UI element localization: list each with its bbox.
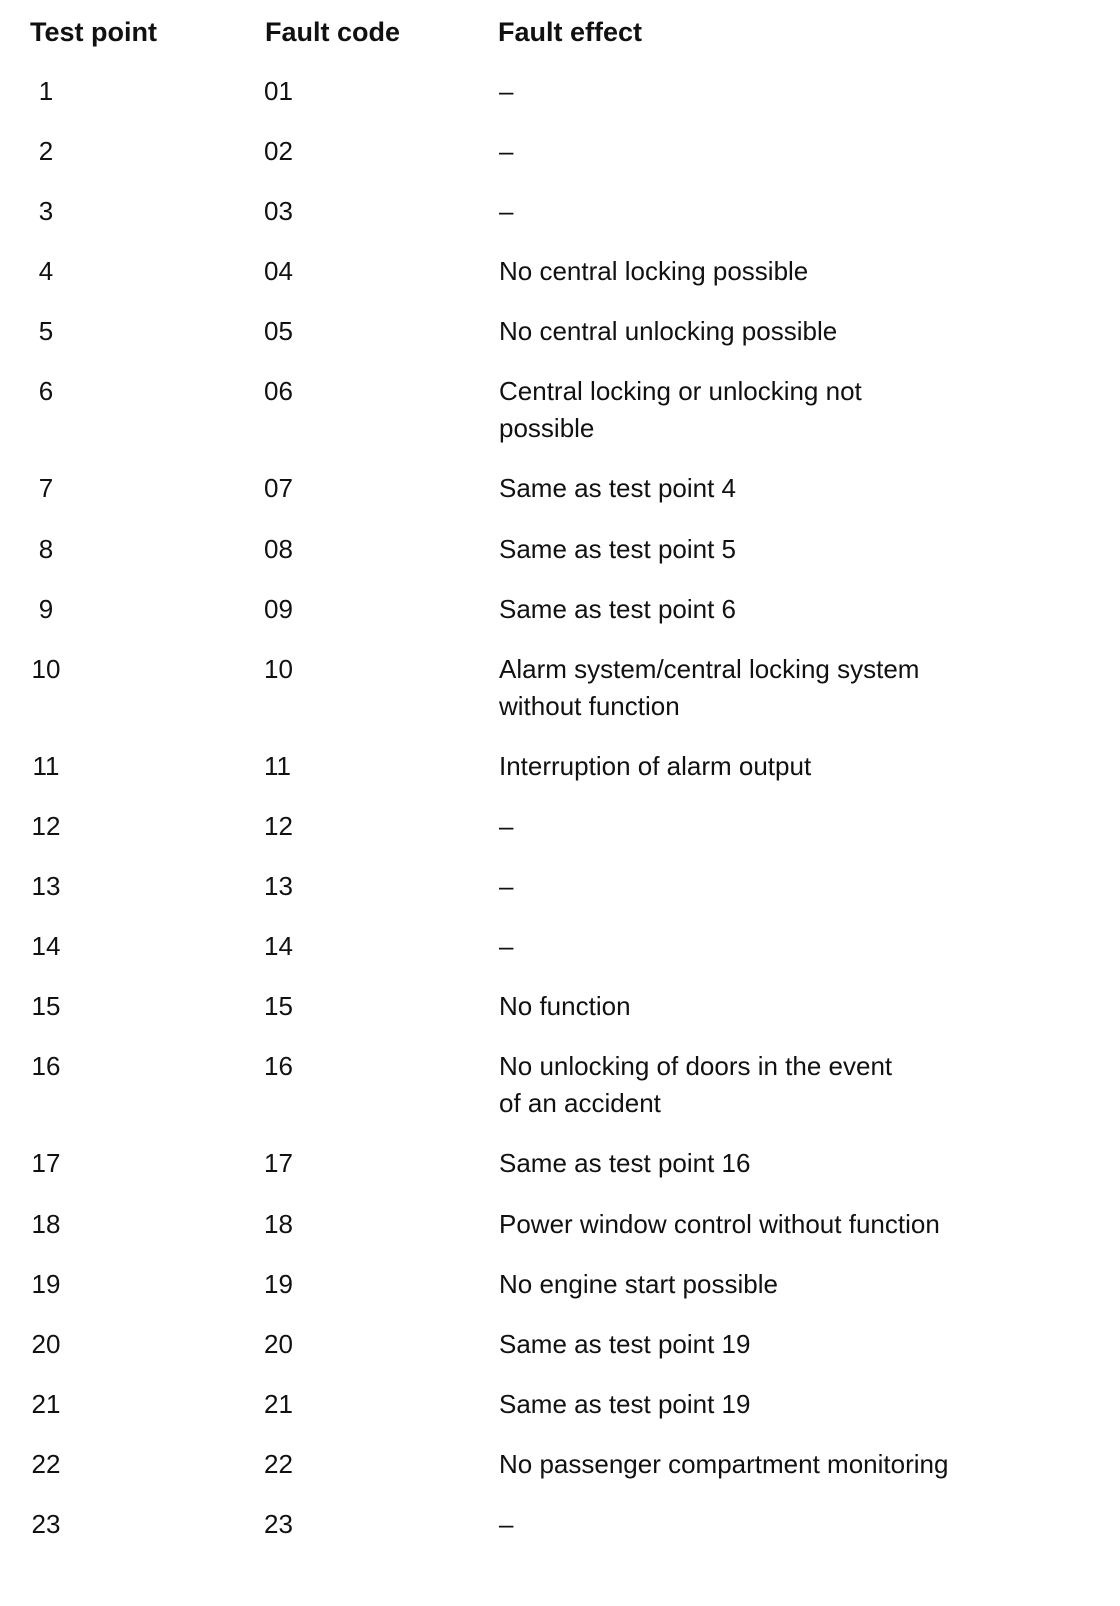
test-point-cell: 7 xyxy=(38,473,54,503)
test-point-cell: 14 xyxy=(31,931,61,961)
test-point-cell: 3 xyxy=(38,196,54,226)
test-point-cell: 9 xyxy=(38,594,54,624)
test-point-cell: 18 xyxy=(31,1209,61,1239)
fault-code-cell: 18 xyxy=(264,1209,293,1239)
fault-effect-cell: – xyxy=(499,871,514,901)
fault-code-cell: 17 xyxy=(264,1148,293,1178)
fault-code-cell: 20 xyxy=(264,1329,293,1359)
test-point-cell: 8 xyxy=(38,534,54,564)
fault-effect-cell: Same as test point 5 xyxy=(499,534,737,564)
fault-code-cell: 05 xyxy=(264,316,293,346)
test-point-cell: 4 xyxy=(38,256,54,286)
fault-effect-cell: No unlocking of doors in the event of an accident xyxy=(499,1051,893,1118)
fault-code-cell: 01 xyxy=(264,76,293,106)
test-point-cell: 16 xyxy=(31,1051,61,1081)
test-point-cell: 5 xyxy=(38,316,54,346)
fault-effect-cell: – xyxy=(499,136,514,166)
test-point-cell: 2 xyxy=(38,136,54,166)
fault-code-cell: 07 xyxy=(264,473,293,503)
fault-effect-cell: Same as test point 19 xyxy=(499,1329,751,1359)
test-point-cell: 17 xyxy=(31,1148,61,1178)
fault-effect-cell: – xyxy=(499,811,514,841)
test-point-cell: 12 xyxy=(31,811,61,841)
test-point-cell: 6 xyxy=(38,376,54,406)
fault-effect-cell: Interruption of alarm output xyxy=(499,751,812,781)
test-point-cell: 10 xyxy=(31,654,61,684)
fault-effect-cell: Same as test point 4 xyxy=(499,473,737,503)
fault-code-cell: 12 xyxy=(264,811,293,841)
test-point-cell: 1 xyxy=(38,76,54,106)
fault-code-cell: 14 xyxy=(264,931,293,961)
fault-effect-cell: – xyxy=(499,196,514,226)
header-fault-effect: Fault effect xyxy=(498,17,643,47)
fault-code-cell: 15 xyxy=(264,991,293,1021)
fault-code-cell: 11 xyxy=(264,751,291,781)
fault-effect-cell: Same as test point 19 xyxy=(499,1389,751,1419)
header-test-point: Test point xyxy=(30,17,157,47)
fault-effect-cell: No central unlocking possible xyxy=(499,316,838,346)
test-point-cell: 20 xyxy=(31,1329,61,1359)
header-fault-code: Fault code xyxy=(265,17,401,47)
fault-effect-cell: – xyxy=(499,931,514,961)
fault-code-cell: 23 xyxy=(264,1509,293,1539)
fault-effect-cell: No central locking possible xyxy=(499,256,809,286)
fault-effect-cell: Power window control without function xyxy=(499,1209,940,1239)
fault-effect-cell: Same as test point 6 xyxy=(499,594,737,624)
fault-code-cell: 19 xyxy=(264,1269,293,1299)
fault-code-cell: 16 xyxy=(264,1051,293,1081)
fault-effect-cell: Same as test point 16 xyxy=(499,1148,751,1178)
test-point-cell: 11 xyxy=(32,751,60,781)
test-point-cell: 22 xyxy=(31,1449,61,1479)
fault-code-cell: 04 xyxy=(264,256,293,286)
fault-effect-cell: Central locking or unlocking not possible xyxy=(499,376,862,443)
fault-effect-cell: No passenger compartment monitoring xyxy=(499,1449,949,1479)
fault-code-cell: 22 xyxy=(264,1449,293,1479)
test-point-cell: 19 xyxy=(31,1269,61,1299)
fault-effect-cell: No engine start possible xyxy=(499,1269,778,1299)
test-point-cell: 21 xyxy=(31,1389,61,1419)
fault-code-cell: 03 xyxy=(264,196,293,226)
fault-code-cell: 21 xyxy=(264,1389,293,1419)
fault-code-cell: 10 xyxy=(264,654,293,684)
test-point-cell: 23 xyxy=(31,1509,61,1539)
fault-effect-cell: No function xyxy=(499,991,631,1021)
fault-code-cell: 06 xyxy=(264,376,293,406)
fault-code-cell: 02 xyxy=(264,136,293,166)
fault-effect-cell: – xyxy=(499,76,514,106)
test-point-cell: 13 xyxy=(31,871,61,901)
fault-code-cell: 08 xyxy=(264,534,293,564)
fault-code-cell: 09 xyxy=(264,594,293,624)
test-point-cell: 15 xyxy=(31,991,61,1021)
fault-effect-cell: – xyxy=(499,1509,514,1539)
fault-code-cell: 13 xyxy=(264,871,293,901)
fault-effect-cell: Alarm system/central locking system without function xyxy=(499,654,920,721)
